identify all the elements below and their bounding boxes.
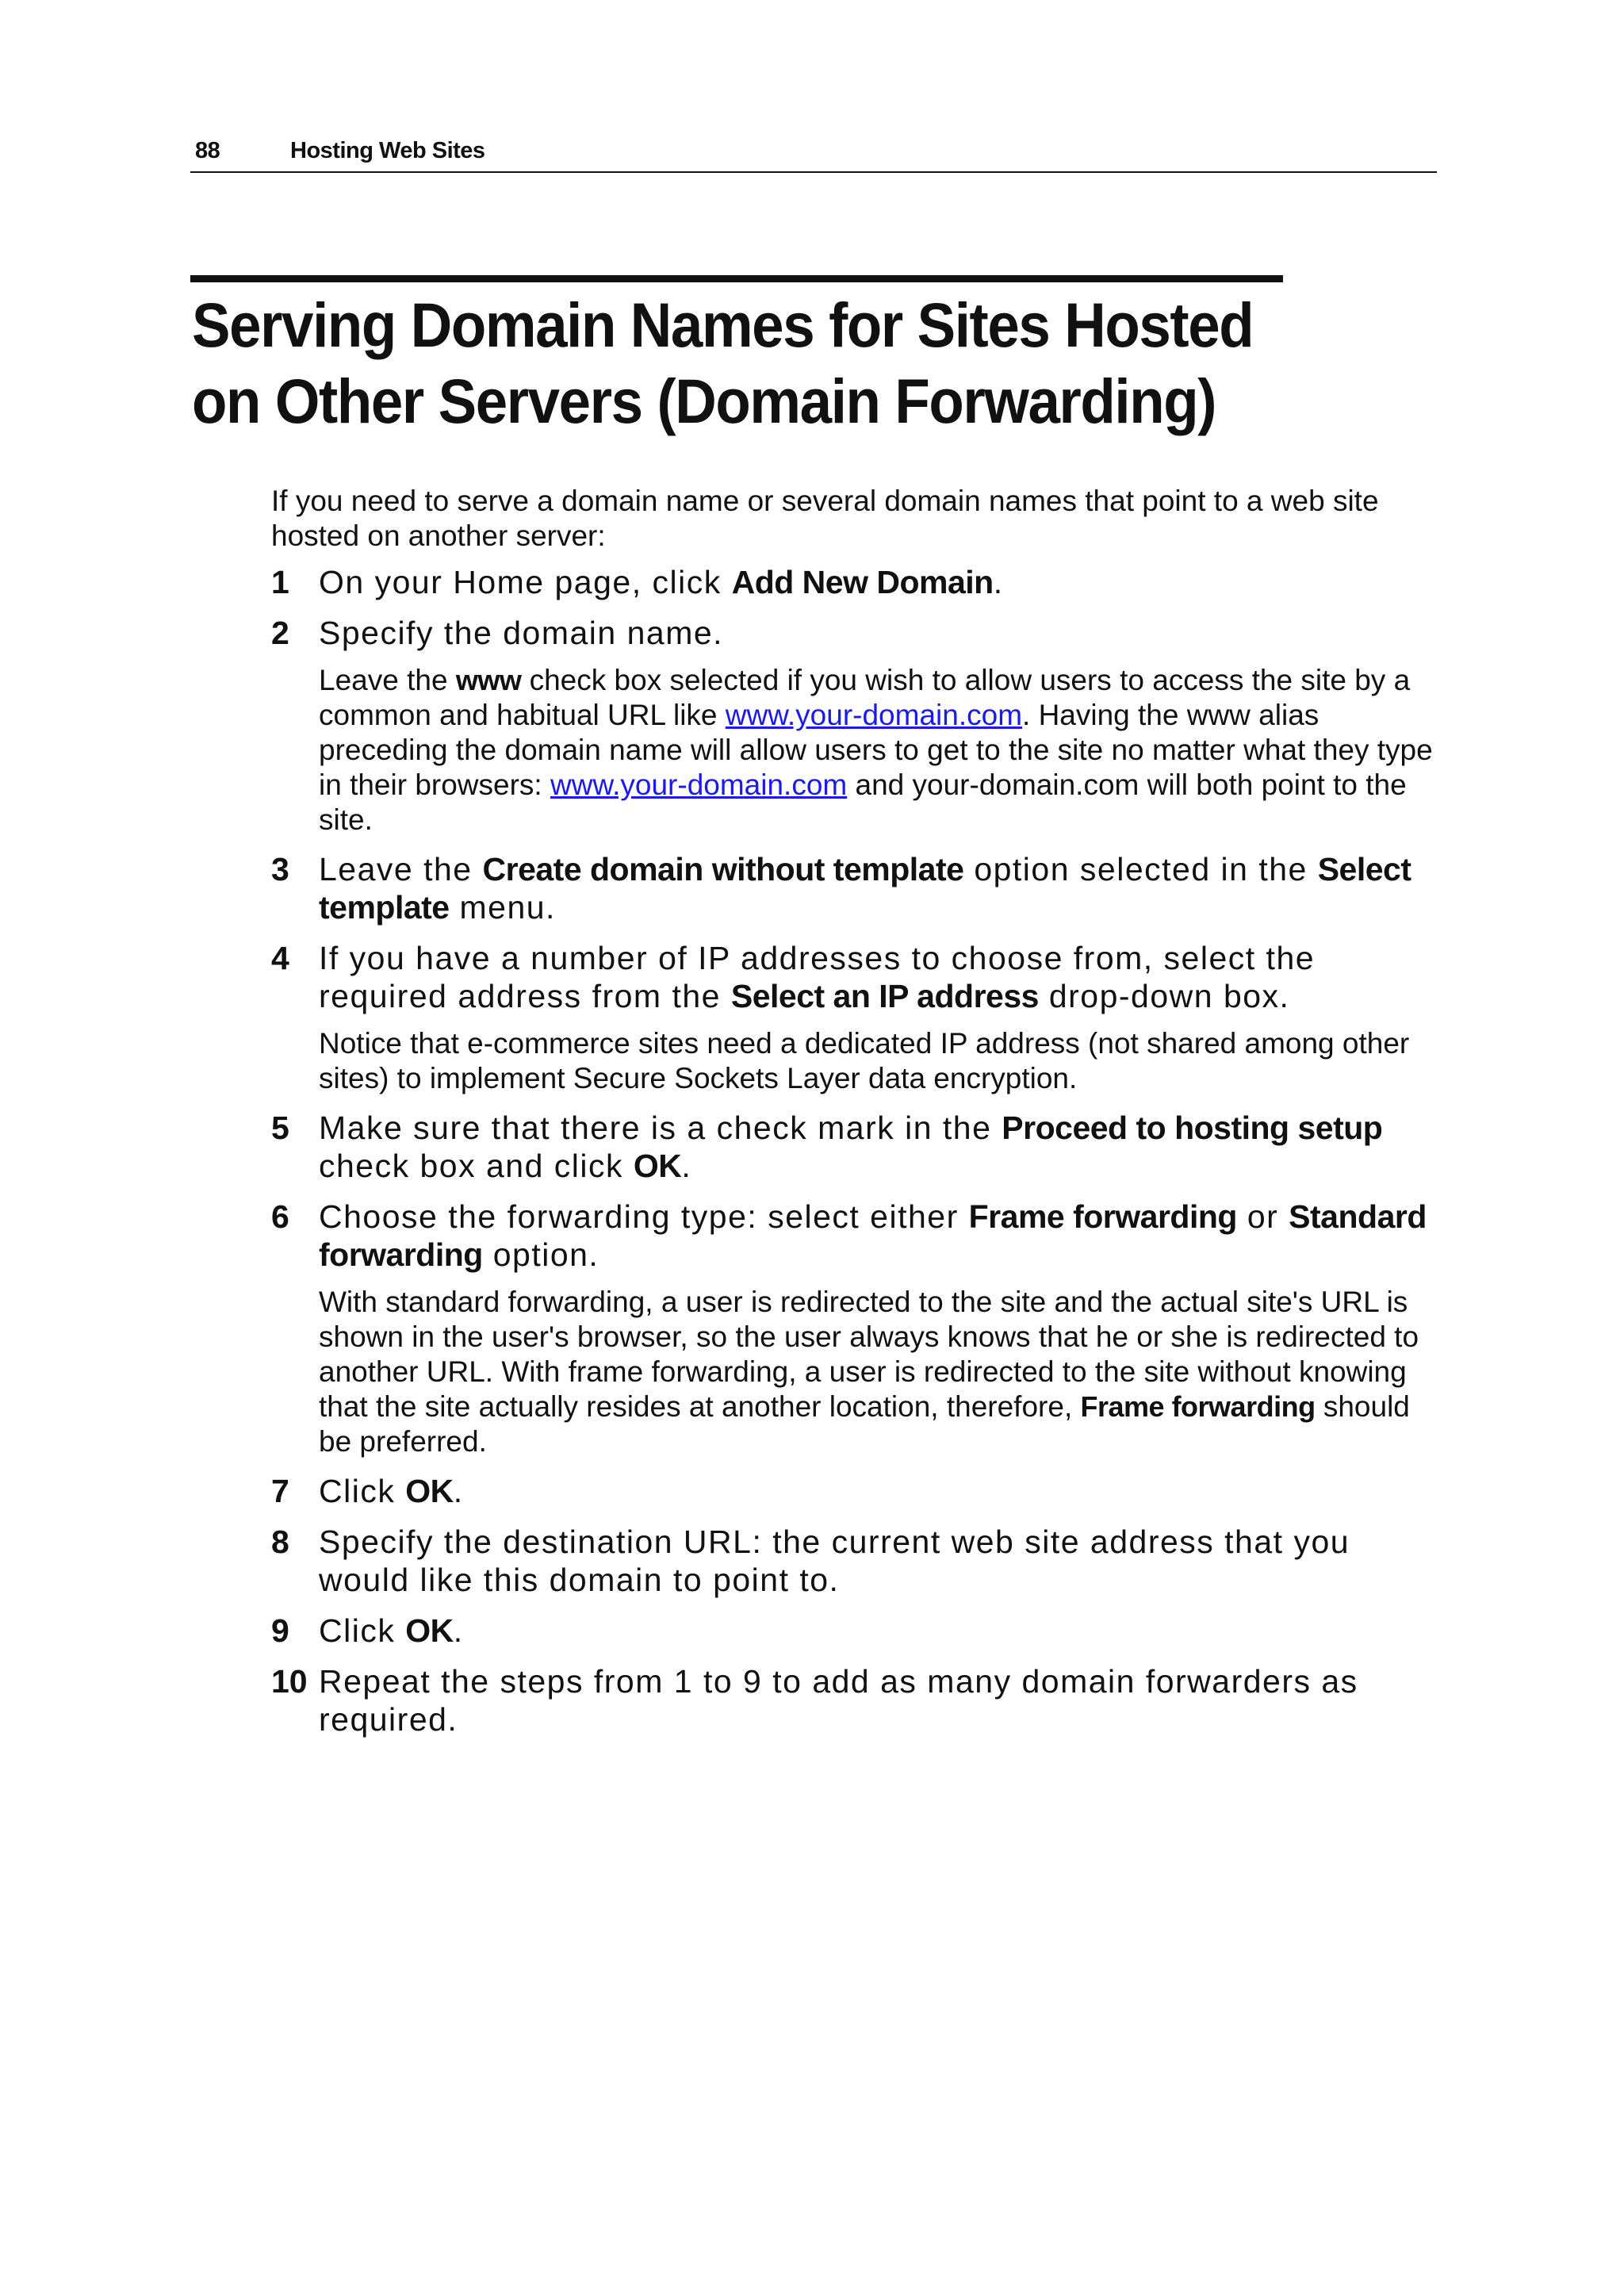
step-number: 4 — [271, 940, 289, 976]
page-title-line-1: Serving Domain Names for Sites Hosted — [192, 289, 1254, 360]
page-header — [190, 135, 1437, 173]
intro-paragraph: If you need to serve a domain name or several domain names that point to a web site hosted on another server: — [271, 485, 1379, 552]
step-9: 9 Click OK. — [271, 1612, 464, 1649]
step-4: 4 If you have a number of IP addresses to choose from, select the required address from the Select an IP address drop-down box. — [271, 940, 1316, 1014]
step-number: 10 — [271, 1663, 308, 1700]
step-6-note: With standard forwarding, a user is redirected to the site and the actual site's URL is shown in the user's browser, so the user always knows that he or she is redirected to another URL. With frame forwarding, a user is redirected to the site without knowing that the site actually resides at another location, therefore, Frame forwarding should be preferred. — [319, 1286, 1419, 1458]
step-8: 8 Specify the destination URL: the current web site address that you would like this domain to point to. — [271, 1524, 1350, 1598]
ui-label-frame-forwarding: Frame forwarding — [1080, 1390, 1316, 1423]
step-1: 1 On your Home page, click Add New Domain. — [271, 564, 1004, 600]
step-10: 10 Repeat the steps from 1 to 9 to add as many domain forwarders as required. — [271, 1663, 1358, 1738]
ui-label-www: www — [455, 664, 522, 696]
ui-label-proceed-to-hosting-setup: Proceed to hosting setup — [1002, 1110, 1383, 1146]
step-3: 3 Leave the Create domain without template option selected in the Select template menu. — [271, 851, 1411, 926]
step-number: 9 — [271, 1612, 289, 1649]
page-number: 88 — [195, 138, 220, 163]
step-number: 8 — [271, 1524, 289, 1560]
title-rule — [190, 275, 1283, 282]
ui-label-frame-forwarding: Frame forwarding — [968, 1198, 1237, 1235]
step-7: 7 Click OK. — [271, 1473, 464, 1509]
main-content — [271, 484, 1437, 1738]
ui-label-add-new-domain: Add New Domain — [731, 564, 994, 600]
ui-label-select-template: Select template — [319, 851, 1411, 926]
ui-label-standard-forwarding: Standard forwarding — [319, 1198, 1427, 1273]
step-number: 5 — [271, 1110, 289, 1146]
step-number: 3 — [271, 851, 289, 887]
step-5: 5 Make sure that there is a check mark in the Proceed to hosting setup check box and click OK. — [271, 1110, 1383, 1184]
step-6: 6 Choose the forwarding type: select either Frame forwarding or Standard forwarding option. — [271, 1198, 1427, 1273]
page-title-line-2: on Other Servers (Domain Forwarding) — [192, 366, 1216, 436]
ui-label-ok: OK — [633, 1148, 682, 1184]
step-number: 1 — [271, 564, 289, 600]
step-2: 2 Specify the domain name. — [271, 615, 724, 651]
domain-link-1[interactable]: www.your-domain.com — [725, 699, 1023, 731]
step-4-note: Notice that e-commerce sites need a dedicated IP address (not shared among other sites) to implement Secure Sockets Layer data encryption. — [319, 1027, 1410, 1094]
step-number: 2 — [271, 615, 289, 651]
running-section-title: Hosting Web Sites — [290, 138, 485, 163]
ui-label-create-domain-without-template: Create domain without template — [482, 851, 964, 887]
ui-label-ok: OK — [405, 1473, 454, 1509]
step-number: 7 — [271, 1473, 289, 1509]
step-number: 6 — [271, 1198, 289, 1235]
ui-label-ok: OK — [405, 1612, 454, 1649]
domain-link-2[interactable]: www.your-domain.com — [550, 769, 848, 801]
page-title — [192, 287, 1286, 439]
ui-label-select-an-ip-address: Select an IP address — [730, 978, 1039, 1014]
step-2-note: Leave the www check box selected if you wish to allow users to access the site by a common and habitual URL like www.your-domain.com. Having the www alias preceding the domain name will allow users to get to the site no matter what they type in their browsers: www.your-domain.com and your-domain.com will both point to the site. — [319, 664, 1433, 836]
